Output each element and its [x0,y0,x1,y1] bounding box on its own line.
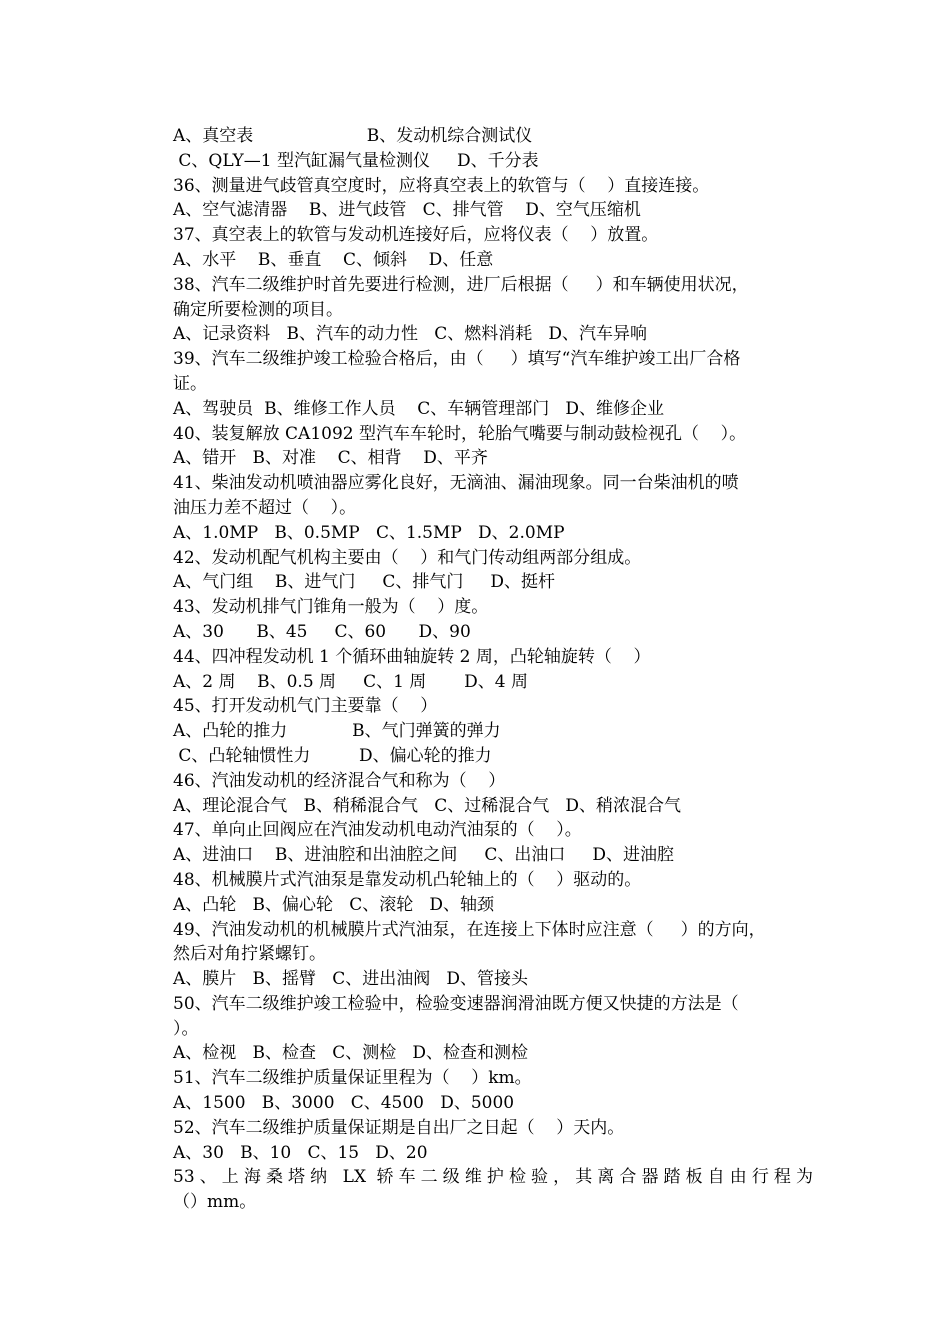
text-line: A、检视 B、检查 C、测检 D、检查和测检 [173,1043,529,1064]
text-line: A、膜片 B、摇臂 C、进出油阀 D、管接头 [173,969,529,990]
question-50: 50、汽车二级维护竣工检验中，检验变速器润滑油既方便又快捷的方法是（ [173,993,739,1014]
text-line: A、进油口 B、进油腔和出油腔之间 C、出油口 D、进油腔 [173,845,675,866]
text-line: A、30 B、10 C、15 D、20 [173,1142,428,1163]
text-line: A、真空表 B、发动机综合测试仪 [173,126,533,146]
question-46: 46、汽油发动机的经济混合气和称为（ ） [173,770,506,791]
question-52: 52、汽车二级维护质量保证期是自出厂之日起（ ）天内。 [173,1117,625,1138]
question-text-block [173,124,813,1215]
text-line: C、凸轮轴惯性力 D、偏心轮的推力 [173,745,492,766]
question-42: 42、发动机配气机构主要由（ ）和气门传动组两部分组成。 [173,547,642,568]
text-line: ）。 [173,1018,199,1039]
question-36: 36、测量进气歧管真空度时，应将真空表上的软管与（ ）直接连接。 [173,175,710,196]
text-line: A、凸轮 B、偏心轮 C、滚轮 D、轴颈 [173,894,495,915]
text-line: （）mm。 [173,1192,257,1213]
question-43: 43、发动机排气门锥角一般为（ ）度。 [173,597,489,618]
text-line: A、2 周 B、0.5 周 C、1 周 D、4 周 [173,671,528,692]
question-48: 48、机械膜片式汽油泵是靠发动机凸轮轴上的（ ）驱动的。 [173,869,642,890]
question-44: 44、四冲程发动机 1 个循环曲轴旋转 2 周，凸轮轴旋转（ ） [173,646,651,667]
text-line: 油压力差不超过（ ）。 [173,497,357,518]
text-line: A、驾驶员 B、维修工作人员 C、车辆管理部门 D、维修企业 [173,398,665,419]
text-line: A、气门组 B、进气门 C、排气门 D、挺杆 [173,572,556,593]
question-38: 38、汽车二级维护时首先要进行检测，进厂后根据（ ）和车辆使用状况， [173,274,749,295]
text-line: 证。 [173,373,207,394]
question-51: 51、汽车二级维护质量保证里程为（ ）km。 [173,1068,532,1089]
text-line: A、空气滤清器 B、进气歧管 C、排气管 D、空气压缩机 [173,200,641,221]
text-line: C、QLY—1 型汽缸漏气量检测仪 D、千分表 [173,150,539,171]
text-line: A、凸轮的推力 B、气门弹簧的弹力 [173,721,501,742]
text-line: A、水平 B、垂直 C、倾斜 D、任意 [173,249,494,270]
question-41: 41、柴油发动机喷油器应雾化良好，无滴油、漏油现象。同一台柴油机的喷 [173,473,739,494]
question-45: 45、打开发动机气门主要靠（ ） [173,696,438,717]
text-line: A、1.0MP B、0.5MP C、1.5MP D、2.0MP [173,522,565,543]
text-line: 然后对角拧紧螺钉。 [173,944,326,965]
text-line: A、理论混合气 B、稍稀混合气 C、过稀混合气 D、稍浓混合气 [173,795,682,816]
question-40: 40、装复解放 CA1092 型汽车车轮时，轮胎气嘴要与制动鼓检视孔（ ）。 [173,423,747,444]
question-39: 39、汽车二级维护竣工检验合格后，由（ ）填写“汽车维护竣工出厂合格 [173,349,741,370]
question-49: 49、汽油发动机的机械膜片式汽油泵，在连接上下体时应注意（ ）的方向， [173,919,766,940]
question-37: 37、真空表上的软管与发动机连接好后，应将仪表（ ）放置。 [173,225,659,246]
question-53: 53、上海桑塔纳 LX 轿车二级维护检验，其离合器踏板自由行程为 [173,1167,813,1188]
text-line: A、1500 B、3000 C、4500 D、5000 [173,1093,515,1114]
question-47: 47、单向止回阀应在汽油发动机电动汽油泵的（ ）。 [173,820,582,841]
text-line: A、错开 B、对准 C、相背 D、平齐 [173,448,488,469]
text-line: 确定所要检测的项目。 [173,299,343,320]
text-line: A、记录资料 B、汽车的动力性 C、燃料消耗 D、汽车异响 [173,324,648,345]
text-line: A、30 B、45 C、60 D、90 [173,621,471,642]
